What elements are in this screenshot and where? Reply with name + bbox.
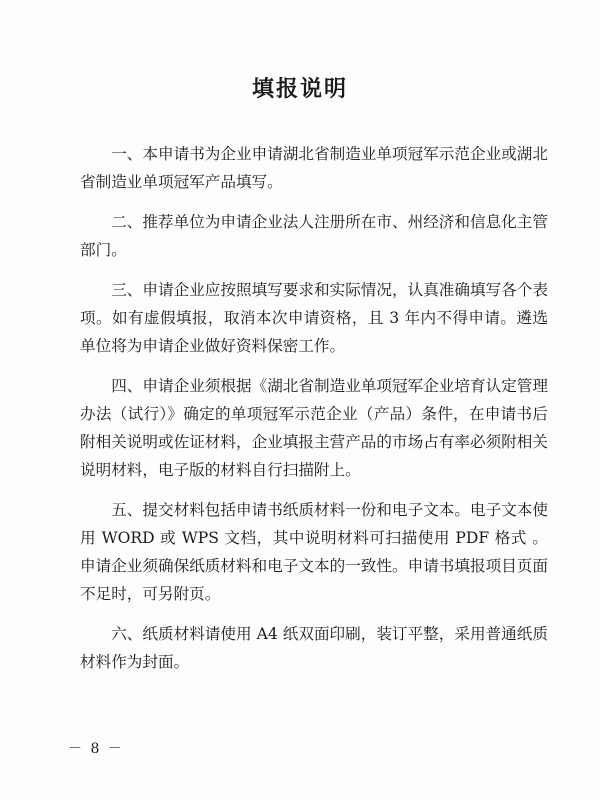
paragraph-5: 五、提交材料包括申请书纸质材料一份和电子文本。电子文本使用 WORD 或 WPS 文档，其中说明材料可扫描使用 PDF 格式 。申请企业须确保纸质材料和电子文本的一致性。申请书填报项目页面不足时，可另附页。 <box>80 501 548 603</box>
paragraph-2: 二、推荐单位为申请企业法人注册所在市、州经济和信息化主管部门。 <box>80 213 548 259</box>
page-number: － 8 － <box>68 741 124 757</box>
paragraph-6: 六、纸质材料请使用 A4 纸双面印刷，装订平整，采用普通纸质材料作为封面。 <box>80 625 548 671</box>
page-title: 填报说明 <box>251 77 348 102</box>
paragraph-3: 三、申请企业应按照填写要求和实际情况，认真准确填写各个表项。如有虚假填报，取消本次申请资格，且 3 年内不得申请。遴选单位将为申请企业做好资料保密工作。 <box>80 281 548 355</box>
instructions-body <box>80 140 548 688</box>
paragraph-4: 四、申请企业须根据《湖北省制造业单项冠军企业培育认定管理办法（试行）》确定的单项冠军示范企业（产品）条件，在申请书后附相关说明或佐证材料，企业填报主营产品的市场占有率必须附相关说明材料，电子版的材料自行扫描附上。 <box>80 377 548 479</box>
paragraph-1: 一、本申请书为企业申请湖北省制造业单项冠军示范企业或湖北省制造业单项冠军产品填写。 <box>80 145 548 191</box>
